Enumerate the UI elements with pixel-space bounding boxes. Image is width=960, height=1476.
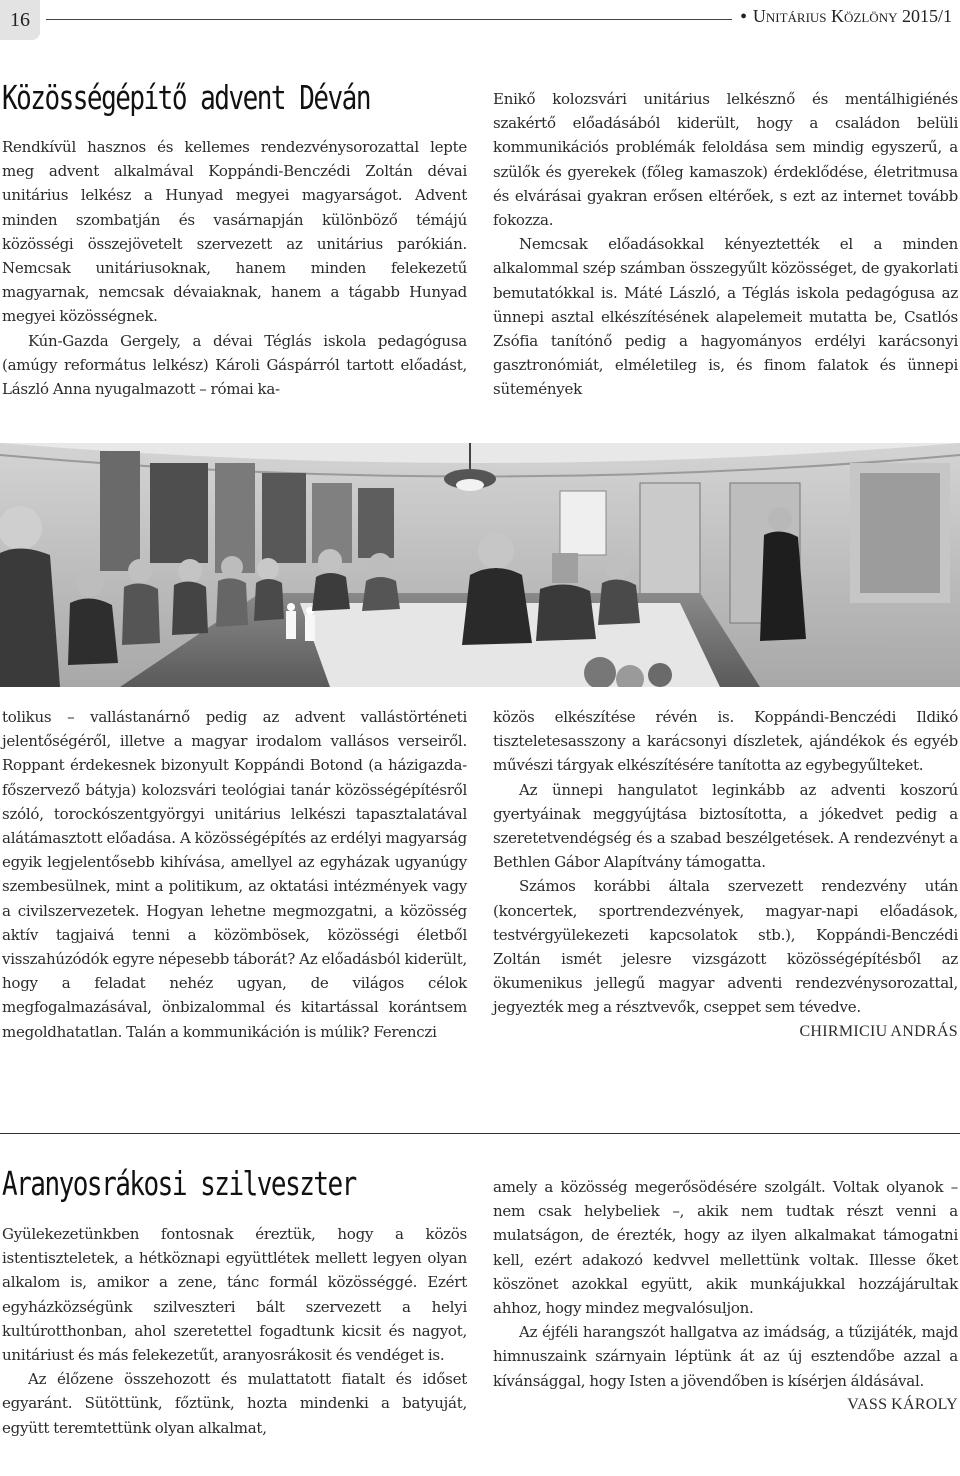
paragraph: Rendkívül hasznos és kellemes rendezvénysorozattal lepte meg advent alkalmával Koppándi-Benczédi Zoltán dévai unitárius lelkész a Hunyad megyei magyarságot. Advent minden szombatján és vasárnapján különböző témájú közösségi összejövetelt szervezett az unitárius parókián. Nemcsak unitáriusoknak, hanem minden felekezetű magyarnak, nemcsak dévaiaknak, hanem a tágabb Hunyad megyei közösségnek. xyxy=(2,138,467,326)
publication-header xyxy=(732,6,952,27)
photo-illustration xyxy=(0,443,960,687)
publication-name: Unitárius Közlöny xyxy=(752,6,898,26)
author-signature: VASS KÁROLY xyxy=(847,1395,958,1413)
article-column-1 xyxy=(2,1222,467,1440)
page-number: 16 xyxy=(0,0,40,40)
article-title: Aranyosrákosi szilveszter xyxy=(2,1166,356,1204)
paragraph: Számos korábbi általa szervezett rendezvény után (koncertek, sportrendezvények, magyar-napi előadások, testvérgyülekezeti kapcsolatok stb.), Koppándi-Benczédi Zoltán ismét jelesre vizsgázott közösségépítésből az ökumenikus jellegű magyar adventi rendezvénysorozattal, jegyezték meg a résztvevők, cseppet sem tévedve. xyxy=(493,877,958,1017)
paragraph: Nemcsak előadásokkal kényeztették el a minden alkalommal szép számban összegyűlt közösséget, de gyakorlati bemutatókkal is. Máté László, a Téglás iskola pedagógusa az ünnepi asztal elkészítésének alapelemeit mutatta be, Csatlós Zsófia tanítónő pedig a hagyományos erdélyi karácsonyi gasztronómiát, elméletileg is, és finom falatok és ünnepi sütemények xyxy=(493,235,958,399)
paragraph: Az éjféli harangszót hallgatva az imádság, a tűzijáték, majd himnuszaink szárnyain léptünk át az új esztendőbe azzal a kívánsággal, hogy Isten a jövendőben is kísérjen áldásával. xyxy=(493,1323,958,1390)
article-title: Közösségépítő advent Déván xyxy=(2,80,370,118)
article-column-4 xyxy=(493,705,958,1044)
article-column-2 xyxy=(493,1175,958,1417)
paragraph: közös elkészítése révén is. Koppándi-Benczédi Ildikó tiszteletesasszony a karácsonyi díszletek, ajándékok és egyéb művészi tárgyak elkészítésére tanította az egybegyűlteket. xyxy=(493,708,958,775)
paragraph: Gyülekezetünkben fontosnak éreztük, hogy a közös istentiszteletek, a hétköznapi együttlétek mellett legyen olyan alkalom is, amikor a zene, tánc formál közösséggé. Ezért egyházközségünk szilveszteri bált szervezett a helyi kultúrotthonban, ahol szeretettel fogadtunk kicsit és nagyot, unitáriust és más felekezetűt, aranyosrákosit és vendéget is. xyxy=(2,1225,467,1365)
article-column-1 xyxy=(2,135,467,401)
author-signature: CHIRMICIU ANDRÁS xyxy=(799,1022,958,1040)
article-column-2 xyxy=(493,87,958,402)
paragraph: Az élőzene összehozott és mulattatott fiatalt és időset egyaránt. Sütöttünk, főztünk, hozta mindenki a batyuját, együtt teremtettünk olyan alkalmat, xyxy=(2,1370,467,1437)
page-header xyxy=(0,0,960,44)
issue-number: 2015/1 xyxy=(901,6,952,26)
paragraph: Enikő kolozsvári unitárius lelkésznő és mentálhigiénés szakértő előadásából kiderült, hogy a családon belüli kommunikációs problémák feloldása sem mindig egyszerű, a szülők és gyerekek (főleg kamaszok) érdeklődése, életritmusa és elvárásai gyakran erősen eltérőek, s ezt az internet tovább fokozza. xyxy=(493,90,958,230)
event-photo xyxy=(0,443,960,687)
article-column-3 xyxy=(2,705,467,1044)
paragraph: Az ünnepi hangulatot leginkább az adventi koszorú gyertyáinak meggyújtása biztosította, a jókedvet pedig a szeretetvendégség és a szabad beszélgetések. A rendezvényt a Bethlen Gábor Alapítvány támogatta. xyxy=(493,780,958,872)
article-separator xyxy=(0,1133,960,1134)
paragraph: Kún-Gazda Gergely, a dévai Téglás iskola pedagógusa (amúgy református lelkész) Károli Gáspárról tartott előadást, László Anna nyugalmazott – római ka- xyxy=(2,331,467,399)
paragraph: amely a közösség megerősödésére szolgált. Voltak olyanok – nem csak helybeliek –, akik nem tudtak részt venni a mulatságon, de érezték, hogy az ilyen alkalmakat támogatni kell, ezért adakozó kedvvel mellettünk voltak. Illesse őket köszönet azokkal együtt, akik munkájukkal hozzájárultak ahhoz, hogy mindez megvalósuljon. xyxy=(493,1178,958,1318)
paragraph: tolikus – vallástanárnő pedig az advent vallástörténeti jelentőségéről, illetve a magyar irodalom vallásos verseiről. Roppant érdekesnek bizonyult Koppándi Botond (a házigazda-főszervező bátyja) kolozsvári teológiai tanár közösségépítésről szóló, torockószentgyörgyi unitárius lelkészi tapasztalatával alátámasztott előadása. A közösségépítés az erdélyi magyarság egyik legjelentősebb kihívása, amellyel az egyházak ugyanúgy szembesülnek, mint a politikum, az oktatási intézmények vagy a civilszervezetek. Hogyan lehetne megmozgatni, a közösség aktív tagjaivá tenni a közömbösek, közösségi életből visszahúzódók egyre népesebb táborát? Az előadásból kiderült, hogy a feladat nehéz ugyan, de világos célok megfogalmazásával, önbizalommal és kitartással korántsem megoldhatatlan. Talán a kommunikáción is múlik? Ferenczi xyxy=(2,708,467,1041)
bullet-icon: ● xyxy=(740,10,747,22)
